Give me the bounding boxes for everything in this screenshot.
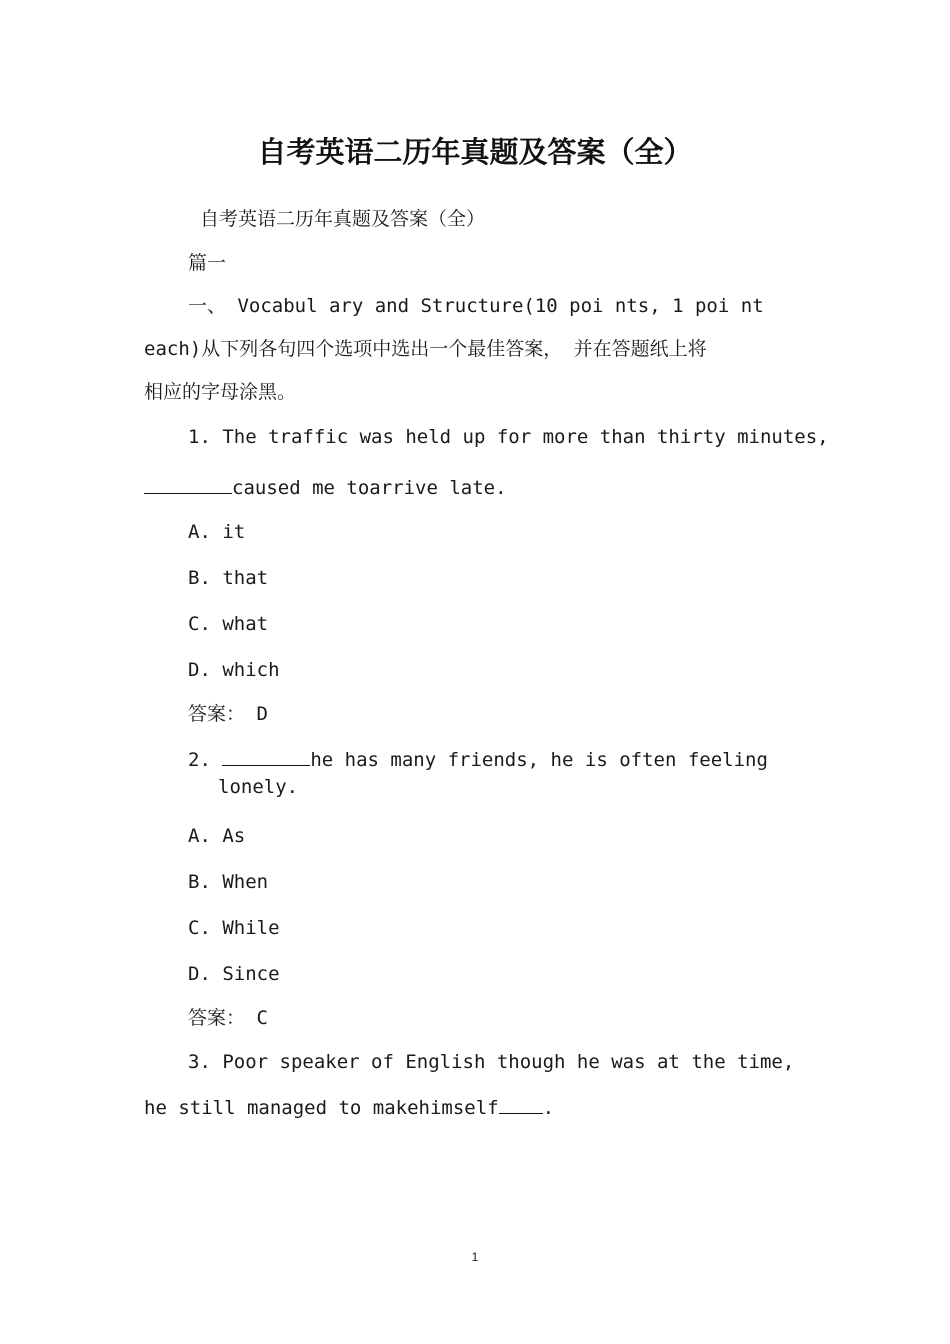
question-2-stem-text: he has many friends, he is often feeling	[310, 749, 768, 771]
question-1-stem-text: caused me toarrive late.	[232, 477, 507, 499]
question-3-stem-line-1: 3. Poor speaker of English though he was at the time,	[188, 1051, 795, 1073]
document-subtitle: 自考英语二历年真题及答案（全）	[200, 208, 486, 230]
question-2-option-b: B. When	[188, 871, 269, 893]
question-1-stem-line-2	[144, 474, 507, 500]
question-2-option-c: C. While	[188, 917, 280, 939]
question-2-stem-line-2: lonely.	[218, 776, 299, 798]
question-2-number: 2.	[188, 749, 211, 771]
question-1-option-d: D. which	[188, 659, 280, 681]
question-2-option-d: D. Since	[188, 963, 280, 985]
question-2-stem-line-1	[188, 746, 768, 772]
page-number: 1	[471, 1250, 479, 1264]
question-3-stem-end: .	[542, 1097, 555, 1119]
part-heading-line-1: 一、 Vocabul ary and Structure(10 poi nts, 1 poi nt	[188, 295, 764, 317]
question-1-stem-line-1: 1. The traffic was held up for more than thirty minutes,	[188, 426, 829, 448]
section-label: 篇一	[188, 252, 227, 274]
document-title: 自考英语二历年真题及答案（全）	[257, 135, 693, 169]
part-heading-line-2: each)从下列各句四个选项中选出一个最佳答案， 并在答题纸上将	[144, 338, 707, 360]
question-1-answer: 答案： D	[188, 703, 268, 725]
question-1-option-a: A. it	[188, 521, 246, 543]
question-3-stem-text: he still managed to makehimself	[144, 1097, 499, 1119]
question-1-option-c: C. what	[188, 613, 269, 635]
answer-blank	[499, 1094, 543, 1114]
answer-blank	[144, 474, 232, 494]
answer-blank	[222, 746, 310, 766]
question-1-option-b: B. that	[188, 567, 269, 589]
question-2-option-a: A. As	[188, 825, 246, 847]
question-3-stem-line-2	[144, 1094, 554, 1120]
question-2-answer: 答案： C	[188, 1007, 268, 1029]
part-heading-line-3: 相应的字母涂黑。	[144, 381, 297, 403]
